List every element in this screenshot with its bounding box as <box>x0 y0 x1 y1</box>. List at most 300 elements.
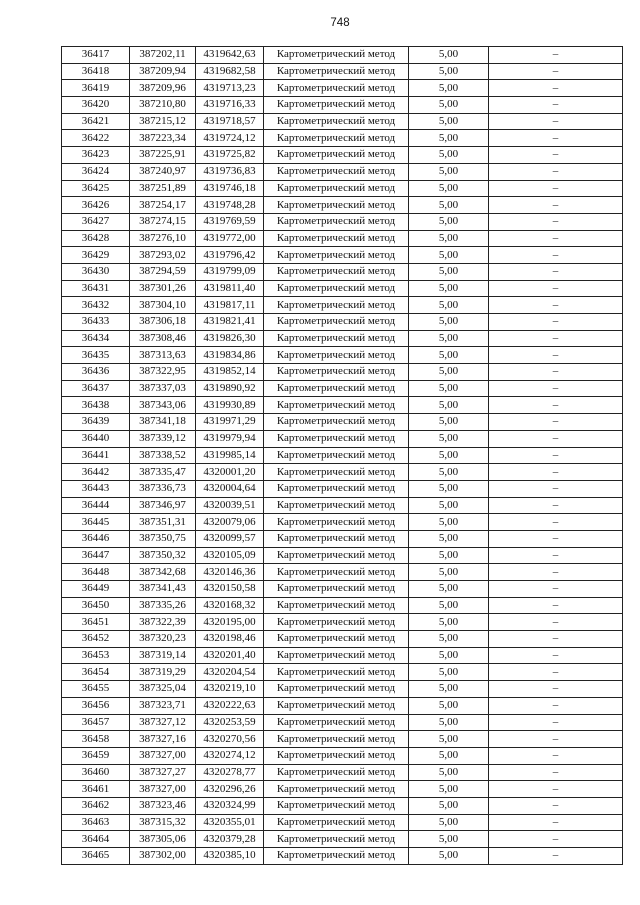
point-number-cell: 36436 <box>62 364 130 381</box>
point-number-cell: 36465 <box>62 848 130 865</box>
method-cell: Картометрический метод <box>264 697 409 714</box>
accuracy-cell: 5,00 <box>409 597 489 614</box>
table-row <box>62 330 623 347</box>
accuracy-cell: 5,00 <box>409 380 489 397</box>
table-row <box>62 414 623 431</box>
y-coordinate-cell: 4319821,41 <box>196 314 264 331</box>
x-coordinate-cell: 387293,02 <box>130 247 196 264</box>
accuracy-cell: 5,00 <box>409 97 489 114</box>
x-coordinate-cell: 387350,75 <box>130 530 196 547</box>
point-number-cell: 36433 <box>62 314 130 331</box>
accuracy-cell: 5,00 <box>409 330 489 347</box>
point-number-cell: 36448 <box>62 564 130 581</box>
table-row <box>62 697 623 714</box>
accuracy-cell: 5,00 <box>409 397 489 414</box>
x-coordinate-cell: 387210,80 <box>130 97 196 114</box>
point-number-cell: 36431 <box>62 280 130 297</box>
table-row <box>62 564 623 581</box>
y-coordinate-cell: 4319746,18 <box>196 180 264 197</box>
y-coordinate-cell: 4320004,64 <box>196 480 264 497</box>
y-coordinate-cell: 4320001,20 <box>196 464 264 481</box>
x-coordinate-cell: 387335,47 <box>130 464 196 481</box>
method-cell: Картометрический метод <box>264 814 409 831</box>
accuracy-cell: 5,00 <box>409 764 489 781</box>
y-coordinate-cell: 4320274,12 <box>196 747 264 764</box>
point-number-cell: 36417 <box>62 47 130 64</box>
accuracy-cell: 5,00 <box>409 347 489 364</box>
accuracy-cell: 5,00 <box>409 197 489 214</box>
table-body <box>62 47 623 865</box>
point-number-cell: 36424 <box>62 163 130 180</box>
note-cell: – <box>489 597 623 614</box>
note-cell: – <box>489 63 623 80</box>
accuracy-cell: 5,00 <box>409 263 489 280</box>
point-number-cell: 36454 <box>62 664 130 681</box>
method-cell: Картометрический метод <box>264 280 409 297</box>
method-cell: Картометрический метод <box>264 781 409 798</box>
method-cell: Картометрический метод <box>264 731 409 748</box>
table-row <box>62 364 623 381</box>
method-cell: Картометрический метод <box>264 614 409 631</box>
method-cell: Картометрический метод <box>264 530 409 547</box>
accuracy-cell: 5,00 <box>409 464 489 481</box>
accuracy-cell: 5,00 <box>409 180 489 197</box>
note-cell: – <box>489 464 623 481</box>
point-number-cell: 36446 <box>62 530 130 547</box>
note-cell: – <box>489 714 623 731</box>
accuracy-cell: 5,00 <box>409 247 489 264</box>
note-cell: – <box>489 480 623 497</box>
note-cell: – <box>489 731 623 748</box>
y-coordinate-cell: 4320105,09 <box>196 547 264 564</box>
accuracy-cell: 5,00 <box>409 814 489 831</box>
table-row <box>62 781 623 798</box>
method-cell: Картометрический метод <box>264 230 409 247</box>
accuracy-cell: 5,00 <box>409 280 489 297</box>
accuracy-cell: 5,00 <box>409 581 489 598</box>
x-coordinate-cell: 387327,12 <box>130 714 196 731</box>
note-cell: – <box>489 163 623 180</box>
accuracy-cell: 5,00 <box>409 530 489 547</box>
point-number-cell: 36423 <box>62 147 130 164</box>
accuracy-cell: 5,00 <box>409 697 489 714</box>
y-coordinate-cell: 4320355,01 <box>196 814 264 831</box>
note-cell: – <box>489 530 623 547</box>
x-coordinate-cell: 387209,94 <box>130 63 196 80</box>
point-number-cell: 36425 <box>62 180 130 197</box>
x-coordinate-cell: 387320,23 <box>130 631 196 648</box>
method-cell: Картометрический метод <box>264 147 409 164</box>
x-coordinate-cell: 387209,96 <box>130 80 196 97</box>
method-cell: Картометрический метод <box>264 113 409 130</box>
y-coordinate-cell: 4319642,63 <box>196 47 264 64</box>
note-cell: – <box>489 47 623 64</box>
table-row <box>62 97 623 114</box>
x-coordinate-cell: 387341,18 <box>130 414 196 431</box>
accuracy-cell: 5,00 <box>409 848 489 865</box>
x-coordinate-cell: 387305,06 <box>130 831 196 848</box>
x-coordinate-cell: 387323,46 <box>130 797 196 814</box>
point-number-cell: 36450 <box>62 597 130 614</box>
table-row <box>62 47 623 64</box>
note-cell: – <box>489 297 623 314</box>
note-cell: – <box>489 631 623 648</box>
note-cell: – <box>489 280 623 297</box>
accuracy-cell: 5,00 <box>409 414 489 431</box>
point-number-cell: 36459 <box>62 747 130 764</box>
y-coordinate-cell: 4319725,82 <box>196 147 264 164</box>
point-number-cell: 36440 <box>62 430 130 447</box>
x-coordinate-cell: 387202,11 <box>130 47 196 64</box>
note-cell: – <box>489 247 623 264</box>
table-row <box>62 831 623 848</box>
note-cell: – <box>489 80 623 97</box>
accuracy-cell: 5,00 <box>409 430 489 447</box>
y-coordinate-cell: 4319716,33 <box>196 97 264 114</box>
table-row <box>62 747 623 764</box>
method-cell: Картометрический метод <box>264 747 409 764</box>
accuracy-cell: 5,00 <box>409 631 489 648</box>
point-number-cell: 36438 <box>62 397 130 414</box>
y-coordinate-cell: 4319736,83 <box>196 163 264 180</box>
point-number-cell: 36452 <box>62 631 130 648</box>
accuracy-cell: 5,00 <box>409 314 489 331</box>
x-coordinate-cell: 387346,97 <box>130 497 196 514</box>
point-number-cell: 36456 <box>62 697 130 714</box>
point-number-cell: 36455 <box>62 681 130 698</box>
table-row <box>62 731 623 748</box>
method-cell: Картометрический метод <box>264 848 409 865</box>
x-coordinate-cell: 387251,89 <box>130 180 196 197</box>
table-row <box>62 797 623 814</box>
table-row <box>62 581 623 598</box>
point-number-cell: 36460 <box>62 764 130 781</box>
method-cell: Картометрический метод <box>264 180 409 197</box>
method-cell: Картометрический метод <box>264 647 409 664</box>
table-row <box>62 397 623 414</box>
y-coordinate-cell: 4319799,09 <box>196 263 264 280</box>
x-coordinate-cell: 387336,73 <box>130 480 196 497</box>
table-row <box>62 647 623 664</box>
page-number: 748 <box>330 17 350 29</box>
y-coordinate-cell: 4319930,89 <box>196 397 264 414</box>
note-cell: – <box>489 130 623 147</box>
point-number-cell: 36458 <box>62 731 130 748</box>
x-coordinate-cell: 387341,43 <box>130 581 196 598</box>
method-cell: Картометрический метод <box>264 547 409 564</box>
y-coordinate-cell: 4320219,10 <box>196 681 264 698</box>
y-coordinate-cell: 4320146,36 <box>196 564 264 581</box>
x-coordinate-cell: 387325,04 <box>130 681 196 698</box>
table-row <box>62 247 623 264</box>
table-row <box>62 80 623 97</box>
accuracy-cell: 5,00 <box>409 447 489 464</box>
point-number-cell: 36435 <box>62 347 130 364</box>
method-cell: Картометрический метод <box>264 330 409 347</box>
y-coordinate-cell: 4319979,94 <box>196 430 264 447</box>
note-cell: – <box>489 180 623 197</box>
note-cell: – <box>489 147 623 164</box>
table-row <box>62 314 623 331</box>
method-cell: Картометрический метод <box>264 631 409 648</box>
method-cell: Картометрический метод <box>264 63 409 80</box>
x-coordinate-cell: 387304,10 <box>130 297 196 314</box>
note-cell: – <box>489 514 623 531</box>
table-row <box>62 213 623 230</box>
method-cell: Картометрический метод <box>264 414 409 431</box>
table-row <box>62 130 623 147</box>
table-row <box>62 664 623 681</box>
y-coordinate-cell: 4319811,40 <box>196 280 264 297</box>
table-row <box>62 147 623 164</box>
point-number-cell: 36439 <box>62 414 130 431</box>
method-cell: Картометрический метод <box>264 130 409 147</box>
x-coordinate-cell: 387342,68 <box>130 564 196 581</box>
x-coordinate-cell: 387240,97 <box>130 163 196 180</box>
table-row <box>62 464 623 481</box>
table-row <box>62 814 623 831</box>
note-cell: – <box>489 497 623 514</box>
x-coordinate-cell: 387274,15 <box>130 213 196 230</box>
y-coordinate-cell: 4320324,99 <box>196 797 264 814</box>
table-row <box>62 714 623 731</box>
table-row <box>62 380 623 397</box>
accuracy-cell: 5,00 <box>409 230 489 247</box>
accuracy-cell: 5,00 <box>409 213 489 230</box>
point-number-cell: 36443 <box>62 480 130 497</box>
y-coordinate-cell: 4319890,92 <box>196 380 264 397</box>
point-number-cell: 36447 <box>62 547 130 564</box>
x-coordinate-cell: 387301,26 <box>130 280 196 297</box>
table-row <box>62 280 623 297</box>
point-number-cell: 36437 <box>62 380 130 397</box>
table-row <box>62 447 623 464</box>
y-coordinate-cell: 4319817,11 <box>196 297 264 314</box>
point-number-cell: 36434 <box>62 330 130 347</box>
note-cell: – <box>489 230 623 247</box>
method-cell: Картометрический метод <box>264 464 409 481</box>
accuracy-cell: 5,00 <box>409 547 489 564</box>
table-row <box>62 230 623 247</box>
note-cell: – <box>489 747 623 764</box>
x-coordinate-cell: 387215,12 <box>130 113 196 130</box>
point-number-cell: 36432 <box>62 297 130 314</box>
method-cell: Картометрический метод <box>264 581 409 598</box>
method-cell: Картометрический метод <box>264 597 409 614</box>
x-coordinate-cell: 387327,16 <box>130 731 196 748</box>
note-cell: – <box>489 447 623 464</box>
y-coordinate-cell: 4320222,63 <box>196 697 264 714</box>
point-number-cell: 36461 <box>62 781 130 798</box>
accuracy-cell: 5,00 <box>409 797 489 814</box>
note-cell: – <box>489 581 623 598</box>
table-row <box>62 180 623 197</box>
y-coordinate-cell: 4319713,23 <box>196 80 264 97</box>
table-row <box>62 347 623 364</box>
method-cell: Картометрический метод <box>264 564 409 581</box>
x-coordinate-cell: 387327,00 <box>130 781 196 798</box>
table-row <box>62 514 623 531</box>
y-coordinate-cell: 4320204,54 <box>196 664 264 681</box>
x-coordinate-cell: 387223,34 <box>130 130 196 147</box>
point-number-cell: 36451 <box>62 614 130 631</box>
point-number-cell: 36419 <box>62 80 130 97</box>
note-cell: – <box>489 831 623 848</box>
accuracy-cell: 5,00 <box>409 80 489 97</box>
accuracy-cell: 5,00 <box>409 163 489 180</box>
y-coordinate-cell: 4320079,06 <box>196 514 264 531</box>
x-coordinate-cell: 387319,14 <box>130 647 196 664</box>
note-cell: – <box>489 764 623 781</box>
note-cell: – <box>489 197 623 214</box>
note-cell: – <box>489 681 623 698</box>
note-cell: – <box>489 414 623 431</box>
accuracy-cell: 5,00 <box>409 564 489 581</box>
method-cell: Картометрический метод <box>264 714 409 731</box>
accuracy-cell: 5,00 <box>409 130 489 147</box>
note-cell: – <box>489 848 623 865</box>
method-cell: Картометрический метод <box>264 97 409 114</box>
point-number-cell: 36462 <box>62 797 130 814</box>
y-coordinate-cell: 4319971,29 <box>196 414 264 431</box>
point-number-cell: 36422 <box>62 130 130 147</box>
x-coordinate-cell: 387315,32 <box>130 814 196 831</box>
accuracy-cell: 5,00 <box>409 297 489 314</box>
method-cell: Картометрический метод <box>264 163 409 180</box>
y-coordinate-cell: 4319724,12 <box>196 130 264 147</box>
point-number-cell: 36445 <box>62 514 130 531</box>
x-coordinate-cell: 387308,46 <box>130 330 196 347</box>
point-number-cell: 36430 <box>62 263 130 280</box>
accuracy-cell: 5,00 <box>409 664 489 681</box>
note-cell: – <box>489 647 623 664</box>
note-cell: – <box>489 397 623 414</box>
x-coordinate-cell: 387351,31 <box>130 514 196 531</box>
x-coordinate-cell: 387302,00 <box>130 848 196 865</box>
point-number-cell: 36421 <box>62 113 130 130</box>
note-cell: – <box>489 213 623 230</box>
y-coordinate-cell: 4320150,58 <box>196 581 264 598</box>
method-cell: Картометрический метод <box>264 347 409 364</box>
note-cell: – <box>489 347 623 364</box>
y-coordinate-cell: 4320253,59 <box>196 714 264 731</box>
x-coordinate-cell: 387339,12 <box>130 430 196 447</box>
y-coordinate-cell: 4319748,28 <box>196 197 264 214</box>
y-coordinate-cell: 4319834,86 <box>196 347 264 364</box>
y-coordinate-cell: 4320195,00 <box>196 614 264 631</box>
method-cell: Картометрический метод <box>264 447 409 464</box>
y-coordinate-cell: 4320270,56 <box>196 731 264 748</box>
method-cell: Картометрический метод <box>264 197 409 214</box>
x-coordinate-cell: 387322,95 <box>130 364 196 381</box>
point-number-cell: 36427 <box>62 213 130 230</box>
accuracy-cell: 5,00 <box>409 614 489 631</box>
table-row <box>62 764 623 781</box>
accuracy-cell: 5,00 <box>409 747 489 764</box>
x-coordinate-cell: 387343,06 <box>130 397 196 414</box>
y-coordinate-cell: 4319796,42 <box>196 247 264 264</box>
point-number-cell: 36453 <box>62 647 130 664</box>
accuracy-cell: 5,00 <box>409 147 489 164</box>
table-row <box>62 497 623 514</box>
method-cell: Картометрический метод <box>264 831 409 848</box>
table-row <box>62 430 623 447</box>
y-coordinate-cell: 4320201,40 <box>196 647 264 664</box>
y-coordinate-cell: 4319852,14 <box>196 364 264 381</box>
note-cell: – <box>489 364 623 381</box>
note-cell: – <box>489 697 623 714</box>
point-number-cell: 36444 <box>62 497 130 514</box>
accuracy-cell: 5,00 <box>409 63 489 80</box>
note-cell: – <box>489 664 623 681</box>
accuracy-cell: 5,00 <box>409 781 489 798</box>
method-cell: Картометрический метод <box>264 47 409 64</box>
accuracy-cell: 5,00 <box>409 731 489 748</box>
point-number-cell: 36441 <box>62 447 130 464</box>
x-coordinate-cell: 387319,29 <box>130 664 196 681</box>
table-row <box>62 163 623 180</box>
method-cell: Картометрический метод <box>264 664 409 681</box>
accuracy-cell: 5,00 <box>409 497 489 514</box>
y-coordinate-cell: 4320099,57 <box>196 530 264 547</box>
x-coordinate-cell: 387276,10 <box>130 230 196 247</box>
x-coordinate-cell: 387294,59 <box>130 263 196 280</box>
x-coordinate-cell: 387338,52 <box>130 447 196 464</box>
point-number-cell: 36426 <box>62 197 130 214</box>
method-cell: Картометрический метод <box>264 430 409 447</box>
table-row <box>62 297 623 314</box>
note-cell: – <box>489 797 623 814</box>
x-coordinate-cell: 387322,39 <box>130 614 196 631</box>
y-coordinate-cell: 4320296,26 <box>196 781 264 798</box>
method-cell: Картометрический метод <box>264 514 409 531</box>
accuracy-cell: 5,00 <box>409 113 489 130</box>
note-cell: – <box>489 263 623 280</box>
x-coordinate-cell: 387350,32 <box>130 547 196 564</box>
x-coordinate-cell: 387327,27 <box>130 764 196 781</box>
note-cell: – <box>489 97 623 114</box>
note-cell: – <box>489 430 623 447</box>
note-cell: – <box>489 330 623 347</box>
point-number-cell: 36429 <box>62 247 130 264</box>
note-cell: – <box>489 547 623 564</box>
point-number-cell: 36449 <box>62 581 130 598</box>
accuracy-cell: 5,00 <box>409 681 489 698</box>
method-cell: Картометрический метод <box>264 263 409 280</box>
accuracy-cell: 5,00 <box>409 647 489 664</box>
table-row <box>62 197 623 214</box>
note-cell: – <box>489 113 623 130</box>
note-cell: – <box>489 814 623 831</box>
table-row <box>62 63 623 80</box>
x-coordinate-cell: 387335,26 <box>130 597 196 614</box>
y-coordinate-cell: 4319718,57 <box>196 113 264 130</box>
table-row <box>62 480 623 497</box>
x-coordinate-cell: 387327,00 <box>130 747 196 764</box>
x-coordinate-cell: 387225,91 <box>130 147 196 164</box>
y-coordinate-cell: 4320168,32 <box>196 597 264 614</box>
point-number-cell: 36457 <box>62 714 130 731</box>
table-row <box>62 848 623 865</box>
x-coordinate-cell: 387337,03 <box>130 380 196 397</box>
y-coordinate-cell: 4319772,00 <box>196 230 264 247</box>
point-number-cell: 36420 <box>62 97 130 114</box>
x-coordinate-cell: 387323,71 <box>130 697 196 714</box>
method-cell: Картометрический метод <box>264 80 409 97</box>
method-cell: Картометрический метод <box>264 497 409 514</box>
x-coordinate-cell: 387313,63 <box>130 347 196 364</box>
y-coordinate-cell: 4319826,30 <box>196 330 264 347</box>
